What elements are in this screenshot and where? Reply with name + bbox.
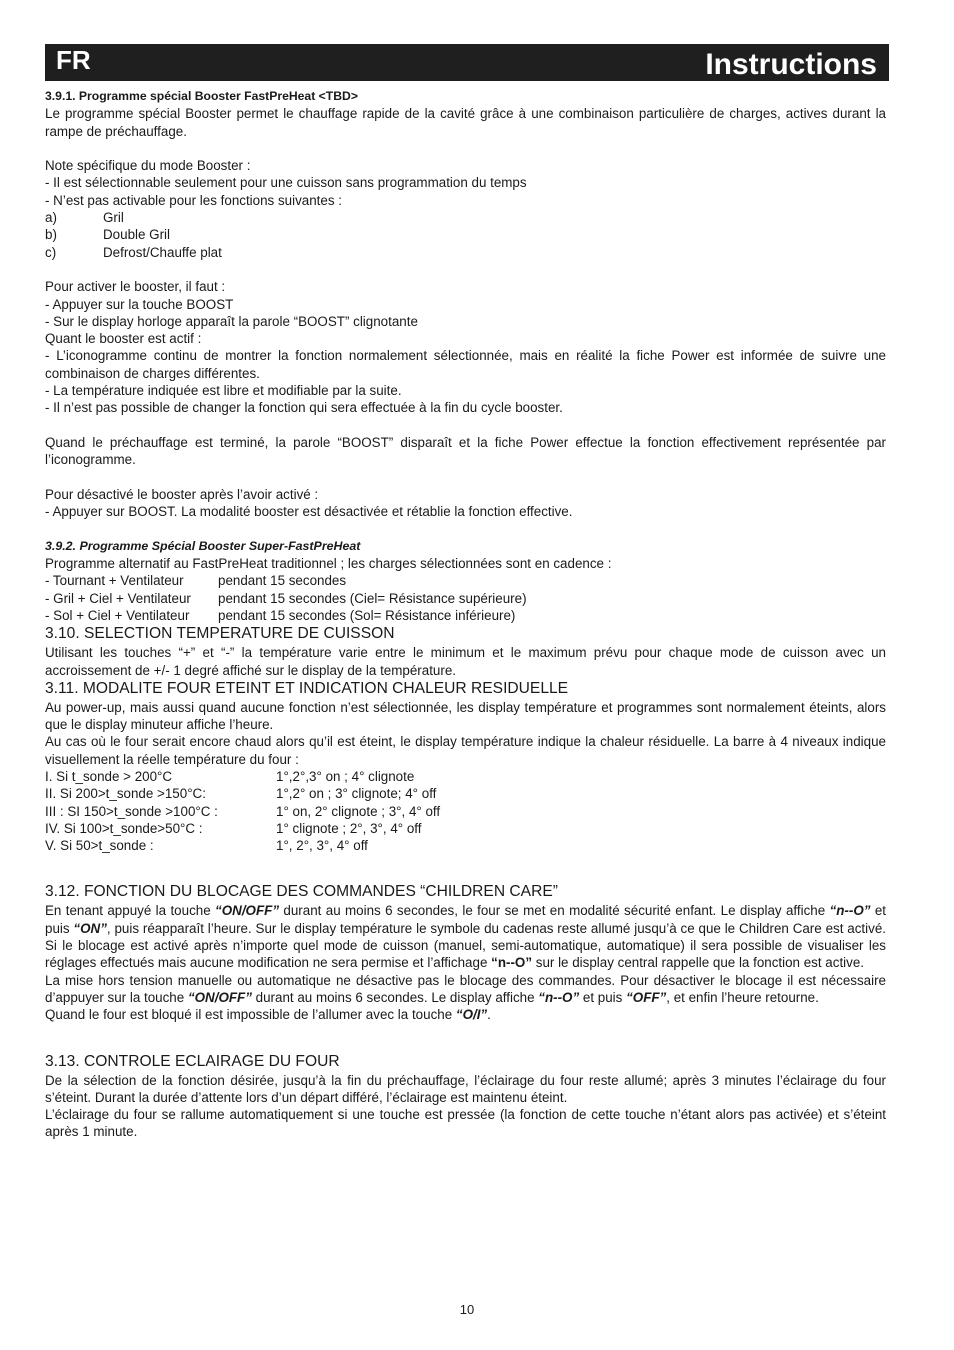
paragraph: De la sélection de la fonction désirée, jusqu’à la fin du préchauffage, l’éclairage du four reste allumé; après 3 minutes l’éclairage du four s’éteint. Durant la durée d’attente lors d’un départ différé, l’éclairage est maintenu éteint. xyxy=(45,1072,886,1105)
list-item: - Il n’est pas possible de changer la fonction qui sera effectuée à la fin du cycle booster. xyxy=(45,400,563,416)
language-label: FR xyxy=(56,45,91,75)
list-item: - Appuyer sur la touche BOOST xyxy=(45,296,234,312)
page-number: 10 xyxy=(459,1302,475,1317)
list-item: - N’est pas activable pour les fonctions suivantes : xyxy=(45,192,342,208)
document-body xyxy=(45,88,886,1141)
table-row: I. Si t_sonde > 200°C 1°,2°,3° on ; 4° clignote xyxy=(45,768,415,784)
list-item: - Gril + Ciel + Ventilateur pendant 15 secondes (Ciel= Résistance supérieure) xyxy=(45,590,527,606)
list-item: - Sur le display horloge apparaît la parole “BOOST” clignotante xyxy=(45,313,418,329)
page-title: Instructions xyxy=(705,48,877,81)
paragraph: Quant le booster est actif : xyxy=(45,331,202,347)
paragraph: Au cas où le four serait encore chaud alors qu’il est éteint, le display température indique la chaleur résiduelle. La barre à 4 niveaux indique visuellement la réelle température du four : xyxy=(45,734,886,767)
list-item: - Appuyer sur BOOST. La modalité booster est désactivée et rétablie la fonction effective. xyxy=(45,504,573,520)
section-title-3-11: 3.11. MODALITE FOUR ETEINT ET INDICATION CHALEUR RESIDUELLE xyxy=(45,679,569,697)
section-title-3-10: 3.10. SELECTION TEMPERATURE DE CUISSON xyxy=(45,625,395,643)
paragraph: En tenant appuyé la touche “ON/OFF” durant au moins 6 secondes, le four se met en modalité sécurité enfant. Le display affiche “n--O” et puis “ON”, puis réapparaît l’heure. Sur le display température le symbole du cadenas reste allumé jusqu’à ce que le Children Care est activé. Si le blocage est activé après n’importe quel mode de cuisson (manuel, semi-automatique, automatique) il sera possible de visualiser les réglages effectués mais aucune modification ne sera permise et l’affichage “n--O” sur le display central rappelle que la fonction est active. xyxy=(45,903,886,971)
list-item: - Il est sélectionnable seulement pour une cuisson sans programmation du temps xyxy=(45,175,527,191)
subsection-title-3-9-2: 3.9.2. Programme Spécial Booster Super-FastPreHeat xyxy=(45,538,361,553)
paragraph: Note spécifique du mode Booster : xyxy=(45,158,251,174)
table-row: II. Si 200>t_sonde >150°C: 1°,2° on ; 3° clignote; 4° off xyxy=(45,786,437,802)
paragraph: Le programme spécial Booster permet le chauffage rapide de la cavité grâce à une combinaison particulière de charges, actives durant la rampe de préchauffage. xyxy=(45,106,886,139)
list-item: - La température indiquée est libre et modifiable par la suite. xyxy=(45,383,402,399)
paragraph: Au power-up, mais aussi quand aucune fonction n’est sélectionnée, les display température et programmes sont normalement éteints, alors que le display minuteur affiche l’heure. xyxy=(45,699,886,733)
paragraph: Quand le four est bloqué il est impossible de l’allumer avec la touche “O/I”. xyxy=(45,1007,491,1023)
paragraph: Utilisant les touches “+” et “-” la température varie entre le minimum et le maximum prévu pour chaque mode de cuisson avec un accroissement de +/- 1 degré affiché sur le display de la température. xyxy=(45,645,886,678)
section-title-3-13: 3.13. CONTROLE ECLAIRAGE DU FOUR xyxy=(45,1052,340,1070)
table-row: V. Si 50>t_sonde : 1°, 2°, 3°, 4° off xyxy=(45,838,368,854)
paragraph: Programme alternatif au FastPreHeat traditionnel ; les charges sélectionnées sont en cadence : xyxy=(45,556,612,572)
list-item: a) Gril xyxy=(45,210,124,226)
subsection-title-3-9-1: 3.9.1. Programme spécial Booster FastPreHeat <TBD> xyxy=(45,89,358,103)
list-item: - L’iconogramme continu de montrer la fonction normalement sélectionnée, mais en réalité la fiche Power est informée de suivre une combinaison de charges différentes. xyxy=(45,348,886,381)
table-row: III : SI 150>t_sonde >100°C : 1° on, 2° clignote ; 3°, 4° off xyxy=(45,803,441,819)
paragraph: Pour activer le booster, il faut : xyxy=(45,279,226,295)
list-item: - Sol + Ciel + Ventilateur pendant 15 secondes (Sol= Résistance inférieure) xyxy=(45,607,516,623)
page-header xyxy=(45,44,889,81)
list-item: c) Defrost/Chauffe plat xyxy=(45,244,222,260)
paragraph: Quand le préchauffage est terminé, la parole “BOOST” disparaît et la fiche Power effectue la fonction effectivement représentée par l’iconogramme. xyxy=(45,434,886,468)
list-item: - Tournant + Ventilateur pendant 15 secondes xyxy=(45,573,347,589)
list-item: b) Double Gril xyxy=(45,227,170,243)
table-row: IV. Si 100>t_sonde>50°C : 1° clignote ; 2°, 3°, 4° off xyxy=(45,820,422,836)
paragraph: Pour désactivé le booster après l’avoir activé : xyxy=(45,486,319,502)
paragraph: La mise hors tension manuelle ou automatique ne désactive pas le blocage des commandes. Pour désactiver le blocage il est nécessaire d’appuyer sur la touche “ON/OFF” durant au moins 6 secondes. Le display affiche “n--O” et puis “OFF”, et enfin l’heure retourne. xyxy=(45,972,886,1005)
paragraph: L’éclairage du four se rallume automatiquement si une touche est pressée (la fonction de cette touche n’étant alors pas activée) et s’éteint après 1 minute. xyxy=(45,1107,886,1140)
section-title-3-12: 3.12. FONCTION DU BLOCAGE DES COMMANDES “CHILDREN CARE” xyxy=(45,883,558,901)
